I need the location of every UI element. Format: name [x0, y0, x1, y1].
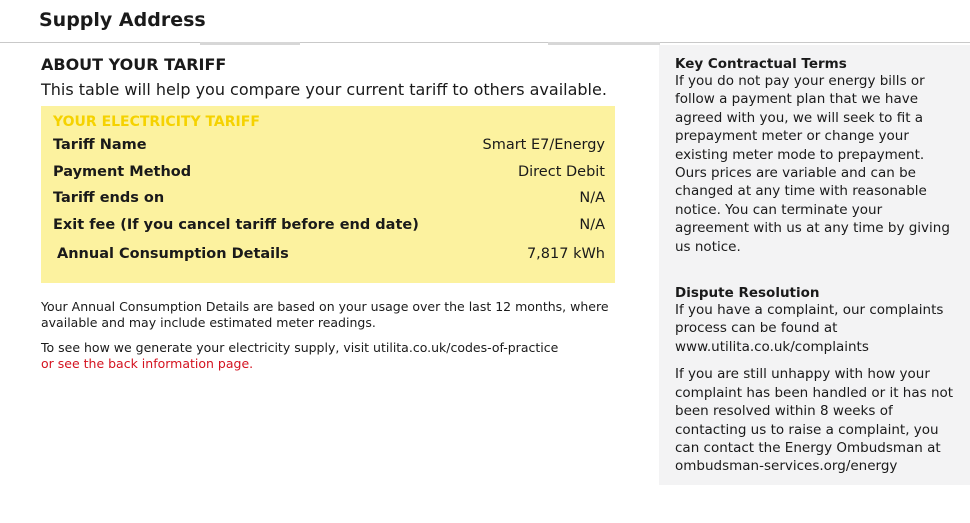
- table-row: [53, 190, 615, 217]
- tariff-ends-value: N/A: [579, 190, 605, 206]
- divider-shade-right: [548, 42, 660, 45]
- table-row: [53, 137, 615, 164]
- about-tariff-intro: This table will help you compare your current tariff to others available.: [41, 80, 607, 99]
- table-row: [53, 217, 615, 244]
- annual-consumption-value: 7,817 kWh: [526, 246, 605, 262]
- payment-method-value: Direct Debit: [517, 163, 605, 180]
- consumption-note: Your Annual Consumption Details are based on your usage over the last 12 months, where available and may include estimated meter readings.: [41, 298, 609, 330]
- electricity-tariff-table: [41, 106, 615, 283]
- header-divider: [0, 42, 970, 43]
- supply-note: [41, 340, 611, 372]
- dispute-resolution-heading: Dispute Resolution: [675, 285, 820, 302]
- dispute-text-ombudsman: If you are still unhappy with how your complaint has been handled or it has not been resolved within 8 weeks of contacting us to raise a complaint, you can contact the Energy Ombudsman at ombudsman-services.org/energy: [675, 366, 954, 475]
- tariff-ends-label: Tariff ends on: [53, 190, 165, 206]
- supply-address-title: Supply Address: [39, 9, 206, 31]
- terms-panel: [659, 45, 970, 485]
- tariff-name-value: Smart E7/Energy: [482, 137, 605, 153]
- key-terms-text: If you do not pay your energy bills or follow a payment plan that we have agreed with you, we will seek to fit a prepayment meter or change your existing meter mode to prepayment. Ours prices are variable and can be changed at any time with reasonable notice. You can terminate your agreement with us at any time by giving us notice.: [675, 73, 950, 255]
- dispute-text-complaints: If you have a complaint, our complaints process can be found at www.utilita.co.uk/complaints: [675, 302, 944, 355]
- supply-note-text: To see how we generate your electricity supply, visit utilita.co.uk/codes-of-practice: [41, 339, 559, 355]
- key-terms-heading: Key Contractual Terms: [675, 56, 847, 72]
- tariff-name-label: Tariff Name: [53, 137, 147, 153]
- table-row: [53, 164, 615, 191]
- back-information-link[interactable]: or see the back information page.: [41, 355, 254, 371]
- exit-fee-label: Exit fee (If you cancel tariff before end date): [53, 216, 419, 233]
- exit-fee-value: N/A: [579, 216, 605, 233]
- table-row: [53, 246, 615, 273]
- electricity-tariff-heading: YOUR ELECTRICITY TARIFF: [53, 114, 260, 130]
- divider-shade-left: [200, 42, 300, 45]
- about-tariff-title: ABOUT YOUR TARIFF: [41, 55, 227, 74]
- about-tariff-section: [41, 55, 611, 372]
- annual-consumption-label: Annual Consumption Details: [57, 246, 289, 262]
- payment-method-label: Payment Method: [53, 163, 192, 180]
